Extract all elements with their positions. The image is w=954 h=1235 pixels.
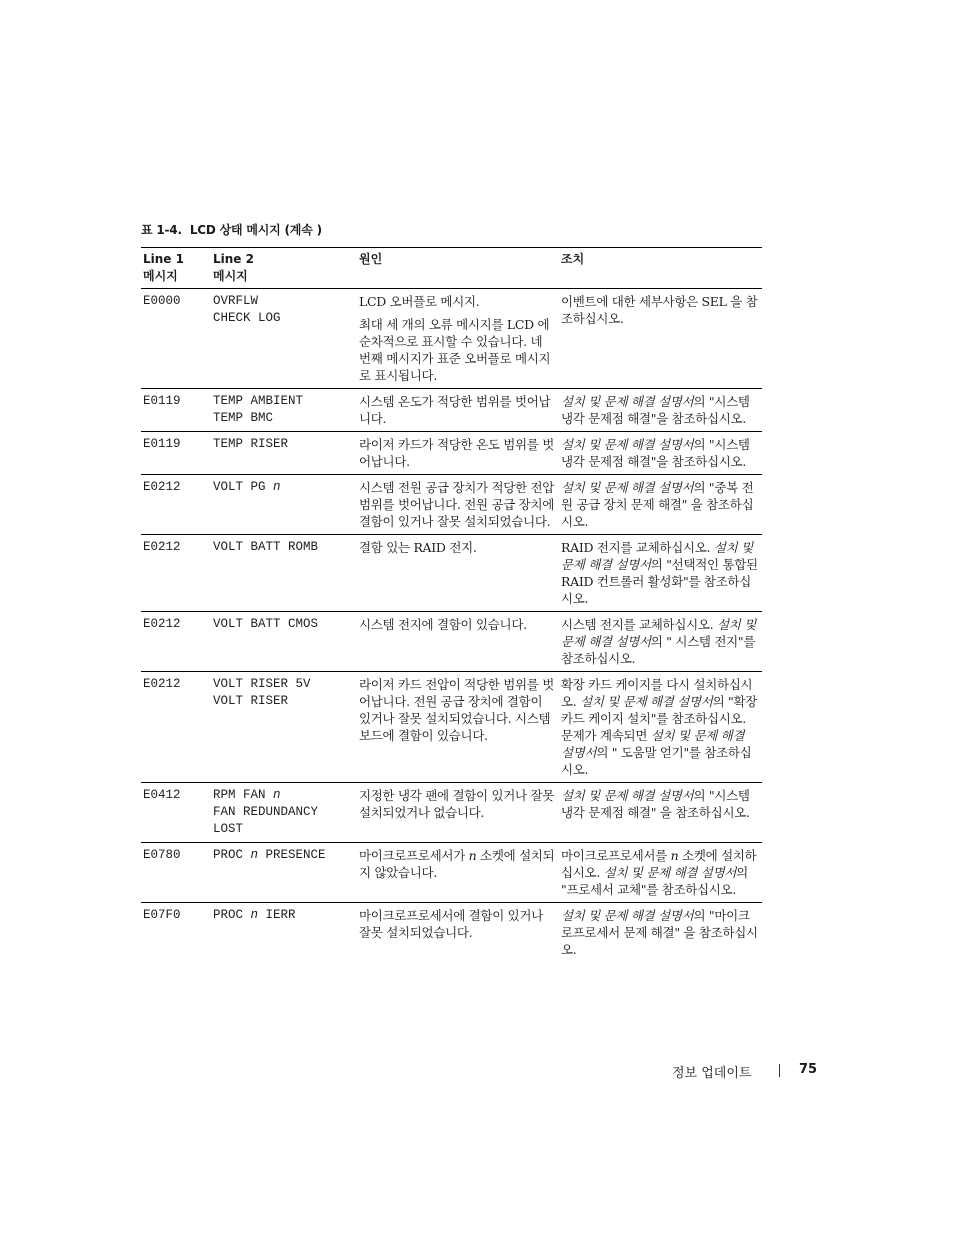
header-line1: Line 1 메시지	[141, 248, 211, 289]
manual-reference: 설치 및 문제 해결 설명서	[603, 865, 737, 880]
cause-cell: 시스템 온도가 적당한 범위를 벗어납니다.	[357, 389, 559, 432]
action-cell: 이벤트에 대한 세부사항은 SEL 을 참조하십시오.	[559, 289, 762, 389]
line1-code: E07F0	[143, 908, 181, 922]
action-cell: 설치 및 문제 해결 설명서의 "시스템 냉각 문제점 해결"을 참조하십시오.	[559, 432, 762, 475]
line1-code: E0212	[141, 612, 211, 672]
line2-message: PROC n IERR	[213, 908, 296, 922]
manual-reference: 설치 및 문제 해결 설명서	[561, 437, 694, 452]
line2-message: VOLT PG n	[211, 475, 357, 535]
cause-cell: 시스템 전지에 결함이 있습니다.	[357, 612, 559, 672]
line1-code: E0119	[141, 389, 211, 432]
cause-cell: LCD 오버플로 메시지. 최대 세 개의 오류 메시지를 LCD 에 순차적으로 표시할 수 있습니다. 네 번째 메시지가 표준 오버플로 메시지로 표시됩니다.	[357, 289, 559, 389]
header-line2: Line 2 메시지	[211, 248, 357, 289]
action-cell: 확장 카드 케이지를 다시 설치하십시오. 설치 및 문제 해결 설명서의 "확장 카드 케이지 설치"를 참조하십시오. 문제가 계속되면 설치 및 문제 해결 설명서의 " 도움말 얻기"를 참조하십시오.	[559, 672, 762, 783]
line2-message: VOLT BATT ROMB	[211, 535, 357, 612]
line1-code: E0412	[141, 783, 211, 843]
cause-cell: 라이저 카드 전압이 적당한 범위를 벗어납니다. 전원 공급 장치에 결함이 있거나 잘못 설치되었습니다. 시스템 보드에 결함이 있습니다.	[357, 672, 559, 783]
line2-message: RPM FAN n FAN REDUNDANCY LOST	[211, 783, 357, 843]
action-cell: 설치 및 문제 해결 설명서의 "시스템 냉각 문제점 해결"을 참조하십시오.	[559, 389, 762, 432]
table-number: 표 1-4.	[141, 223, 182, 237]
cause-cell: 지정한 냉각 팬에 결함이 있거나 잘못 설치되었거나 없습니다.	[357, 783, 559, 843]
manual-reference: 설치 및 문제 해결 설명서	[580, 694, 713, 709]
cause-cell: 라이저 카드가 적당한 온도 범위를 벗어납니다.	[357, 432, 559, 475]
page-number: 75	[799, 1062, 818, 1077]
footer-divider	[779, 1064, 780, 1077]
line1-code: E0000	[141, 289, 211, 389]
footer-section-title: 정보 업데이트	[672, 1066, 752, 1081]
action-cell: 설치 및 문제 해결 설명서의 "마이크로프로세서 문제 해결" 을 참조하십시오.	[561, 908, 758, 957]
table-row	[141, 389, 762, 432]
header-action: 조치	[559, 248, 762, 289]
line1-code: E0780	[141, 843, 211, 903]
table-caption	[141, 221, 322, 238]
line1-code: E0212	[141, 475, 211, 535]
line2-message: VOLT RISER 5V VOLT RISER	[211, 672, 357, 783]
cause-cell: 마이크로프로세서에 결함이 있거나 잘못 설치되었습니다.	[359, 908, 543, 940]
manual-reference: 설치 및 문제 해결 설명서	[561, 788, 694, 803]
table-row	[141, 535, 762, 612]
table-row	[141, 783, 762, 843]
line1-code: E0212	[141, 535, 211, 612]
cause-cell: 마이크로프로세서가 n 소켓에 설치되지 않았습니다.	[357, 843, 559, 903]
manual-reference: 설치 및 문제 해결 설명서	[561, 908, 694, 923]
cause-cell: 결함 있는 RAID 전지.	[357, 535, 559, 612]
line2-message: PROC n PRESENCE	[211, 843, 357, 903]
table-row	[141, 843, 762, 903]
table-row	[141, 432, 762, 475]
lcd-status-table	[141, 247, 762, 962]
line2-message: TEMP AMBIENT TEMP BMC	[211, 389, 357, 432]
manual-reference: 설치 및 문제 해결 설명서	[561, 540, 753, 572]
action-cell: 마이크로프로세서를 n 소켓에 설치하십시오. 설치 및 문제 해결 설명서의 "프로세서 교체"를 참조하십시오.	[559, 843, 762, 903]
action-cell: 시스템 전지를 교체하십시오. 설치 및 문제 해결 설명서의 " 시스템 전지"를 참조하십시오.	[559, 612, 762, 672]
line1-code: E0119	[141, 432, 211, 475]
cause-cell: 시스템 전원 공급 장치가 적당한 전압 범위를 벗어납니다. 전원 공급 장치에 결함이 있거나 잘못 설치되었습니다.	[357, 475, 559, 535]
table-row	[141, 612, 762, 672]
table-row	[141, 475, 762, 535]
line2-message: OVRFLW CHECK LOG	[211, 289, 357, 389]
action-cell: 설치 및 문제 해결 설명서의 "중복 전원 공급 장치 문제 해결" 을 참조하십시오.	[559, 475, 762, 535]
manual-reference: 설치 및 문제 해결 설명서	[561, 728, 745, 760]
table-row	[141, 903, 762, 963]
action-cell: RAID 전지를 교체하십시오. 설치 및 문제 해결 설명서의 "선택적인 통합된 RAID 컨트롤러 활성화"를 참조하십시오.	[559, 535, 762, 612]
line2-message: TEMP RISER	[211, 432, 357, 475]
action-cell: 설치 및 문제 해결 설명서의 "시스템 냉각 문제점 해결" 을 참조하십시오.	[559, 783, 762, 843]
table-row	[141, 672, 762, 783]
manual-reference: 설치 및 문제 해결 설명서	[561, 617, 756, 649]
manual-reference: 설치 및 문제 해결 설명서	[561, 480, 694, 495]
line2-message: VOLT BATT CMOS	[211, 612, 357, 672]
table-row	[141, 289, 762, 389]
header-cause: 원인	[357, 248, 559, 289]
manual-reference: 설치 및 문제 해결 설명서	[561, 394, 694, 409]
table-title: LCD 상태 메시지 (계속 )	[189, 223, 322, 237]
line1-code: E0212	[141, 672, 211, 783]
table-header-row	[141, 248, 762, 289]
